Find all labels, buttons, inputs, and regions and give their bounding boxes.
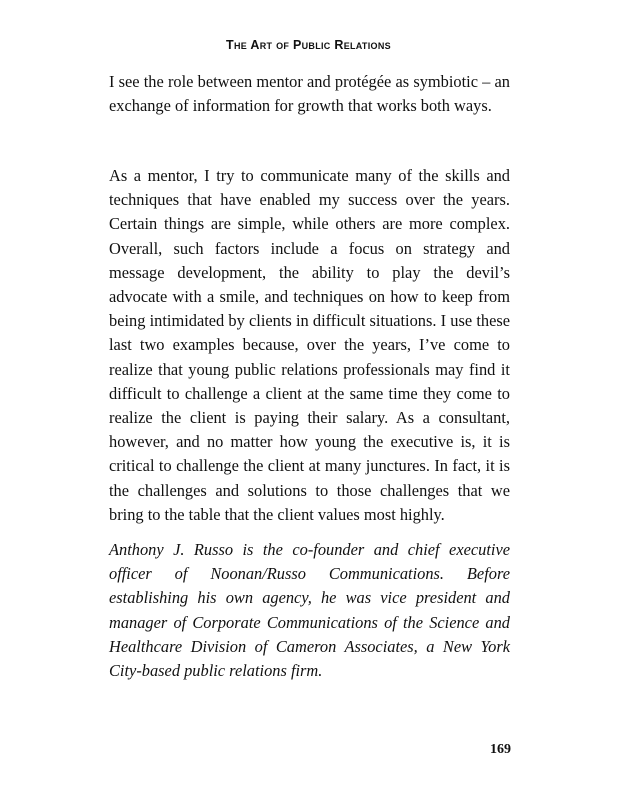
body-paragraph-2: As a mentor, I try to communicate many of the skills and techniques that have enabled my success over the years. Certain things are simple, while others are more complex. Overall, such factors include a focus on strategy and message development, the ability to play the devil’s advocate with a smile, and techniques on how to keep from being intimidated by clients in difficult situations. I use these last two examples because, over the years, I’ve come to realize that young public relations professionals may find it difficult to challenge a client at the same time they come to realize the client is paying their salary. As a consultant, however, and no matter how young the executive is, it is critical to challenge the client at many junctures. In fact, it is the challenges and solutions to those challenges that we bring to the table that the client values most highly. (109, 166, 510, 524)
author-bio: Anthony J. Russo is the co-founder and chief executive officer of Noonan/Russo Communications. Before establishing his own agency, he was vice president and manager of Corporate Communications of the Science and Healthcare Division of Cameron Associates, a New York City-based public relations firm. (109, 540, 510, 681)
page-number: 169 (490, 742, 511, 757)
running-header: The Art of Public Relations (226, 38, 391, 52)
body-paragraph-1: I see the role between mentor and protégée as symbiotic – an exchange of information for growth that works both ways. (109, 72, 510, 116)
